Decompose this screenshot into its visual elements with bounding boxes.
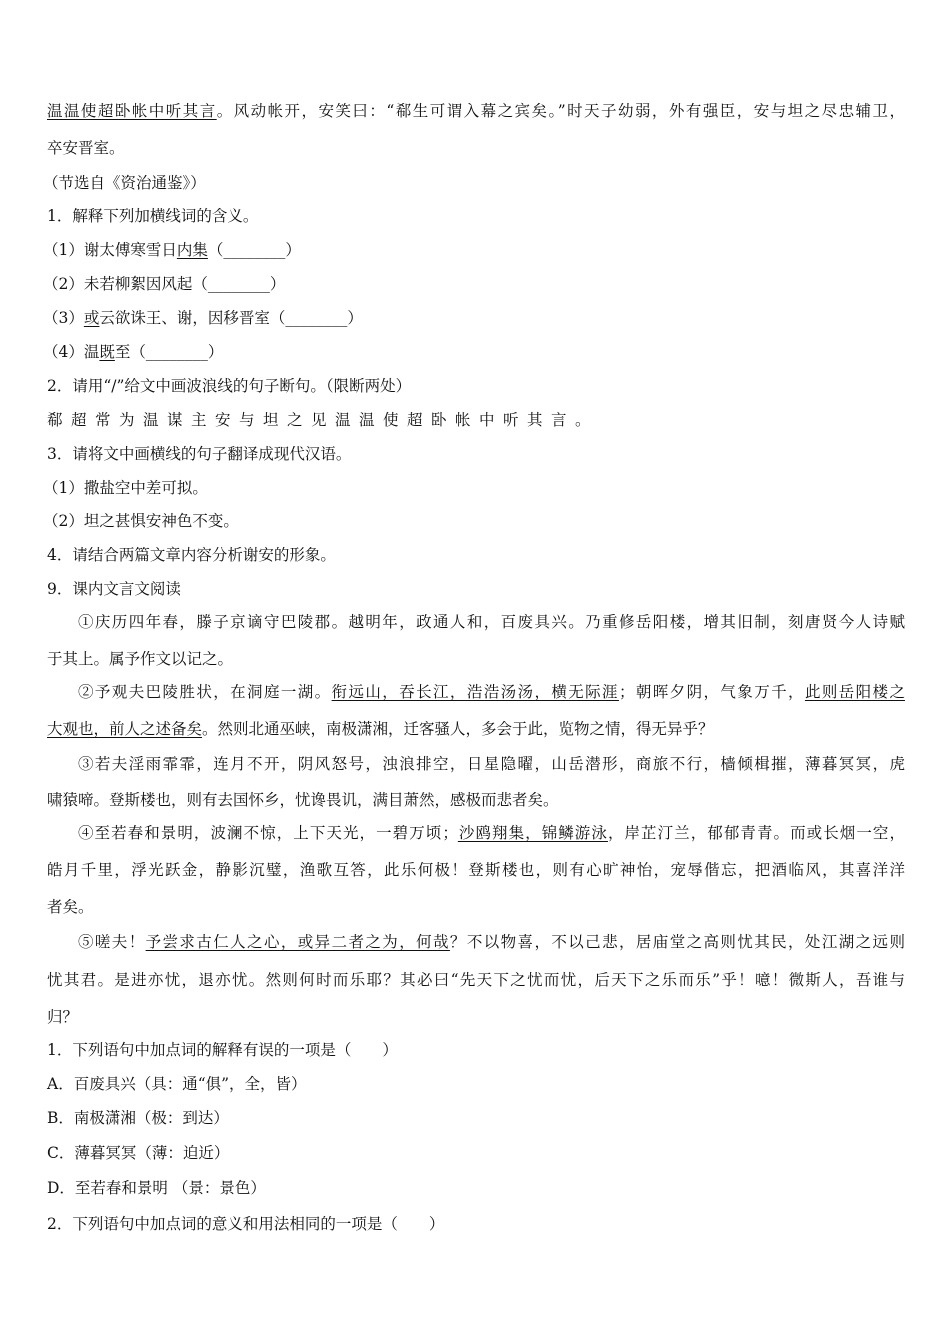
underlined-sentence: 衔远山，吞长江，浩浩汤汤，横无际涯 <box>331 683 619 701</box>
passage-line <box>47 101 905 121</box>
underlined-word: 既 <box>99 343 115 361</box>
mc-option-b: B．南极潇湘（极：到达） <box>47 1109 229 1127</box>
question-1-title: 1．解释下列加横线词的含义。 <box>47 207 259 225</box>
mc-option-a: A．百废具兴（具：通“俱”，全，皆） <box>47 1075 307 1093</box>
paragraph-4-line: 者矣。 <box>47 898 94 916</box>
text: （4）温 <box>43 343 100 361</box>
text: （3） <box>43 309 84 327</box>
question-1-item-1 <box>43 240 301 260</box>
text: 。风动帐开，安笑曰：“郗生可谓入幕之宾矣。”时天子幼弱，外有强臣，安与坦之尽忠辅卫， <box>216 102 905 120</box>
question-3-item-1: （1）撒盐空中差可拟。 <box>43 479 208 497</box>
underlined-sentence: 此则岳阳楼之 <box>804 683 905 701</box>
text: ④至若春和景明，波澜不惊，上下天光，一碧万顷； <box>78 824 458 842</box>
underlined-sentence: 沙鸥翔集，锦鳞游泳 <box>457 824 608 842</box>
mc-question-1-title: 1．下列语句中加点词的解释有误的一项是（ ） <box>47 1041 398 1059</box>
question-3-item-2: （2）坦之甚惧安神色不变。 <box>43 512 239 530</box>
text: ②予观夫巴陵胜状，在洞庭一湖。 <box>78 683 332 701</box>
text: ⑤嗟夫！ <box>78 933 146 951</box>
wavy-underlined-sentence: 温温使超卧帐中听其言 <box>47 102 217 120</box>
underlined-sentence: 予尝求古仁人之心，或异二者之为，何哉 <box>145 933 450 951</box>
question-2-sentence: 郗超常为温谋主安与坦之见温温使超卧帐中听其言。 <box>47 411 600 429</box>
text: ，岸芷汀兰，郁郁青青。而或长烟一空， <box>607 824 905 842</box>
question-2-title: 2．请用“/”给文中画波浪线的句子断句。（限断两处） <box>47 377 412 395</box>
paragraph-5-line <box>78 932 905 952</box>
question-1-item-2: （2）未若柳絮因风起（________） <box>43 275 286 293</box>
answer-blank: 至（________） <box>114 343 224 361</box>
passage-line: 卒安晋室。 <box>47 139 125 157</box>
source-citation: （节选自《资治通鉴》） <box>43 174 206 192</box>
mc-question-2-title: 2．下列语句中加点词的意义和用法相同的一项是（ ） <box>47 1215 445 1233</box>
paragraph-2-line <box>78 682 905 702</box>
paragraph-3-line: ③若夫淫雨霏霏，连月不开，阴风怒号，浊浪排空，日星隐曜，山岳潜形，商旅不行，樯倾楫摧，薄暮冥冥，虎 <box>78 755 905 773</box>
section-9-title: 9．课内文言文阅读 <box>47 580 181 598</box>
paragraph-2-line <box>47 719 714 739</box>
question-1-item-3 <box>43 308 363 328</box>
paragraph-1-line: ①庆历四年春，滕子京谪守巴陵郡。越明年，政通人和，百废具兴。乃重修岳阳楼，增其旧制，刻唐贤今人诗赋 <box>78 613 905 631</box>
paragraph-4-line <box>78 823 905 843</box>
underlined-word: 内集 <box>176 241 208 259</box>
text: 。然则北通巫峡，南极潇湘，迁客骚人，多会于此，览物之情，得无异乎？ <box>202 720 714 738</box>
paragraph-5-line: 归？ <box>47 1008 79 1026</box>
answer-blank: 云欲诛王、谢，因移晋室（________） <box>99 309 363 327</box>
question-4-title: 4．请结合两篇文章内容分析谢安的形象。 <box>47 546 336 564</box>
paragraph-3-line: 啸猿啼。登斯楼也，则有去国怀乡，忧谗畏讥，满目萧然，感极而悲者矣。 <box>47 791 559 809</box>
mc-option-d: D．至若春和景明 （景：景色） <box>47 1179 266 1197</box>
text: ？不以物喜，不以己悲，居庙堂之高则忧其民，处江湖之远则 <box>449 933 905 951</box>
question-3-title: 3．请将文中画横线的句子翻译成现代汉语。 <box>47 445 352 463</box>
answer-blank: （________） <box>207 241 301 259</box>
mc-option-c: C．薄暮冥冥（薄：迫近） <box>47 1144 230 1162</box>
underlined-word: 或 <box>83 309 100 327</box>
underlined-sentence: 大观也，前人之述备矣 <box>47 720 203 738</box>
paragraph-1-line: 于其上。属予作文以记之。 <box>47 650 234 668</box>
text: ；朝晖夕阴，气象万千， <box>618 683 805 701</box>
paragraph-4-line: 皓月千里，浮光跃金，静影沉璧，渔歌互答，此乐何极！登斯楼也，则有心旷神怡，宠辱偕忘，把酒临风，其喜洋洋 <box>47 861 905 879</box>
paragraph-5-line: 忧其君。是进亦忧，退亦忧。然则何时而乐耶？其必曰“先天下之忧而忧，后天下之乐而乐”乎！噫！微斯人，吾谁与 <box>47 971 905 989</box>
text: （1）谢太傅寒雪日 <box>43 241 177 259</box>
question-1-item-4 <box>43 342 223 362</box>
